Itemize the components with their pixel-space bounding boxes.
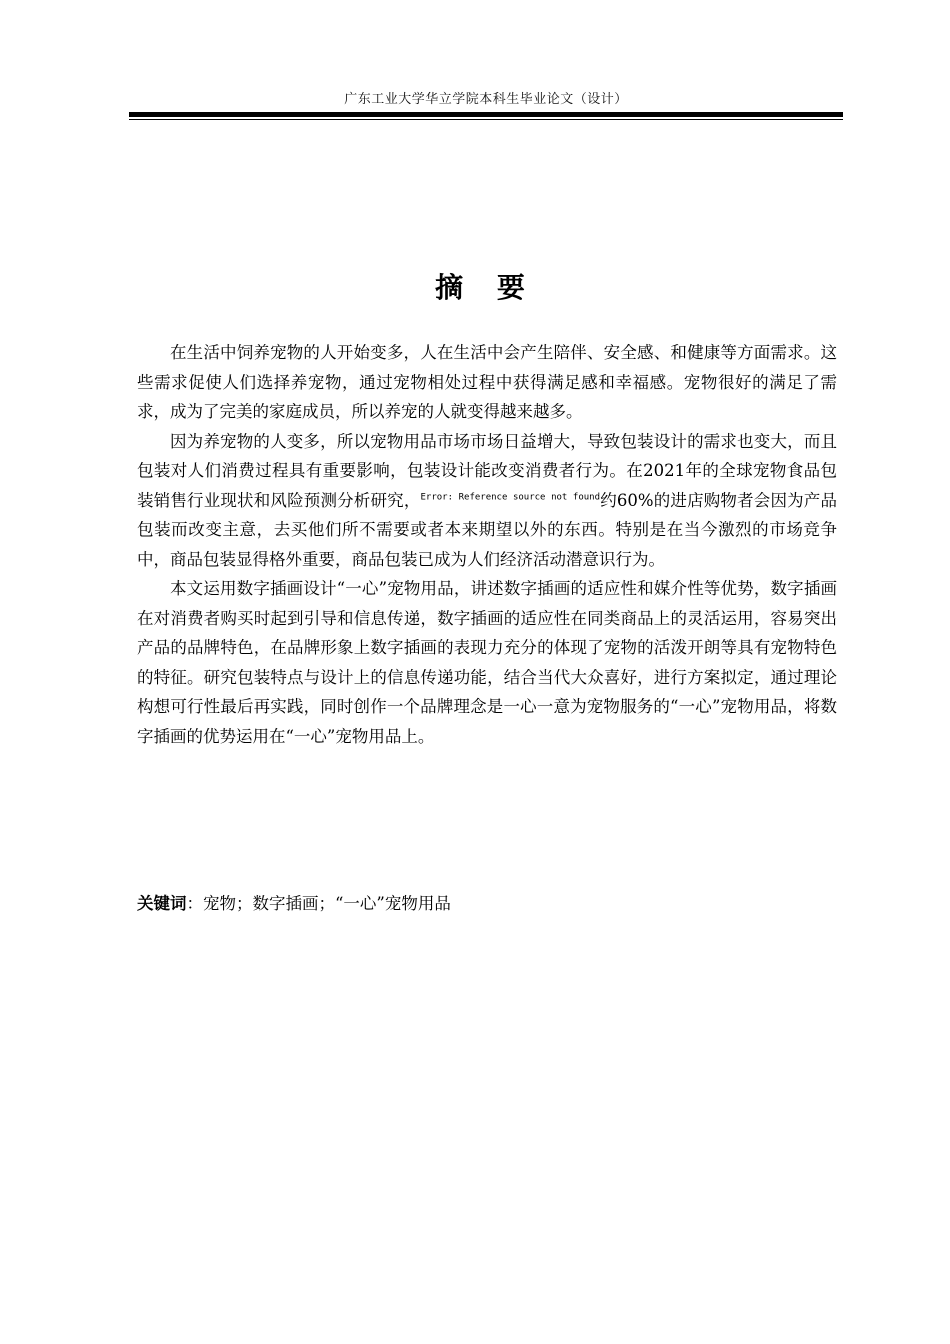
header-rule-thick (129, 112, 843, 117)
reference-error-note: Error: Reference source not found (420, 492, 601, 502)
keywords-value: 宠物；数字插画；“一心”宠物用品 (203, 894, 451, 913)
abstract-paragraph-1: 在生活中饲养宠物的人开始变多，人在生活中会产生陪伴、安全感、和健康等方面需求。这些需求促使人们选择养宠物，通过宠物相处过程中获得满足感和幸福感。宠物很好的满足了需求，成为了完美的家庭成员，所以养宠的人就变得越来越多。 (137, 343, 837, 421)
running-header: 广东工业大学华立学院本科生毕业论文（设计） (344, 92, 628, 107)
keywords-label: 关键词 (137, 894, 187, 913)
header-rule-thin (129, 119, 843, 120)
keywords-line (137, 889, 837, 918)
abstract-body (137, 338, 837, 751)
keywords-separator: ： (186, 894, 203, 913)
abstract-paragraph-3: 本文运用数字插画设计“一心”宠物用品，讲述数字插画的适应性和媒介性等优势，数字插画在对消费者购买时起到引导和信息传递，数字插画的适应性在同类商品上的灵活运用，容易突出产品的品牌特色，在品牌形象上数字插画的表现力充分的体现了宠物的活泼开朗等具有宠物特色的特征。研究包装特点与设计上的信息传递功能，结合当代大众喜好，进行方案拟定，通过理论构想可行性最后再实践，同时创作一个品牌理念是一心一意为宠物服务的“一心”宠物用品，将数字插画的优势运用在“一心”宠物用品上。 (137, 579, 837, 746)
abstract-paragraph-2 (137, 427, 837, 575)
paragraph-2-text-before: 因为养宠物的人变多，所以宠物用品市场市场日益增大，导致包装设计的需求也变大，而且包装对人们消费过程具有重要影响，包装设计能改变消费者行为。在2021年的全球宠物食品包装销售行业现状和风险预测分析研究， (137, 431, 837, 510)
abstract-title: 摘 要 (435, 271, 537, 304)
paragraph-2-text-after: 约60%的进店购物者会因为产品包装而改变主意，去买他们所不需要或者本来期望以外的东西。特别是在当今激烈的市场竞争中，商品包装显得格外重要，商品包装已成为人们经济活动潜意识行为。 (137, 490, 837, 569)
